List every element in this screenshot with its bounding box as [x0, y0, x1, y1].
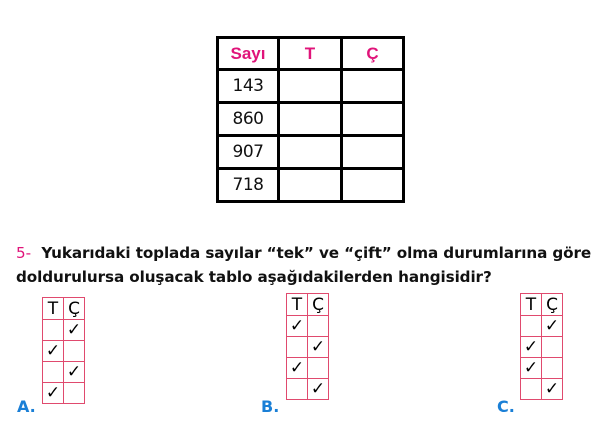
option-letter[interactable]: C. [497, 397, 515, 416]
option-header-c: Ç [542, 294, 563, 316]
header-sayi: Sayı [218, 38, 279, 70]
table-row [218, 169, 404, 202]
check-cell: ✓ [43, 341, 64, 362]
cift-cell [342, 70, 404, 103]
check-cell: ✓ [521, 337, 542, 358]
check-cell: ✓ [287, 316, 308, 337]
option-header-t: T [43, 298, 64, 320]
check-cell: ✓ [43, 383, 64, 404]
option-table [520, 293, 563, 400]
check-cell: ✓ [287, 358, 308, 379]
number-cell: 860 [218, 103, 279, 136]
check-cell: ✓ [64, 320, 85, 341]
cift-cell [342, 103, 404, 136]
number-cell: 143 [218, 70, 279, 103]
check-cell [521, 379, 542, 400]
option-table [286, 293, 329, 400]
check-cell [287, 379, 308, 400]
table-row [218, 70, 404, 103]
option-header-t: T [287, 294, 308, 316]
check-cell: ✓ [308, 337, 329, 358]
check-cell: ✓ [521, 358, 542, 379]
tek-cell [279, 70, 342, 103]
number-cell: 907 [218, 136, 279, 169]
number-cell: 718 [218, 169, 279, 202]
table-row [218, 103, 404, 136]
option-header-c: Ç [308, 294, 329, 316]
option-table [42, 297, 85, 404]
check-cell [43, 320, 64, 341]
check-cell: ✓ [542, 379, 563, 400]
check-cell: ✓ [64, 362, 85, 383]
question-line-1 [16, 241, 606, 265]
check-cell [64, 341, 85, 362]
option-header-c: Ç [64, 298, 85, 320]
question-line-2-text: doldurulursa oluşacak tablo aşağıdakilerden hangisidir? [16, 268, 492, 286]
question-text [16, 241, 606, 289]
number-parity-table [216, 36, 405, 203]
check-cell [287, 337, 308, 358]
tek-cell [279, 103, 342, 136]
check-cell: ✓ [542, 316, 563, 337]
check-cell [308, 358, 329, 379]
check-cell [64, 383, 85, 404]
table-header-row [218, 38, 404, 70]
header-cift: Ç [342, 38, 404, 70]
header-tek: T [279, 38, 342, 70]
table-row [218, 136, 404, 169]
check-cell [521, 316, 542, 337]
option-letter[interactable]: B. [261, 397, 280, 416]
check-cell [542, 337, 563, 358]
option-letter[interactable]: A. [17, 397, 36, 416]
option-header-t: T [521, 294, 542, 316]
check-cell [43, 362, 64, 383]
tek-cell [279, 169, 342, 202]
check-cell [542, 358, 563, 379]
cift-cell [342, 169, 404, 202]
question-line-1-text: Yukarıdaki toplada sayılar “tek” ve “çift” olma durumlarına göre [41, 244, 592, 262]
check-cell [308, 316, 329, 337]
tek-cell [279, 136, 342, 169]
cift-cell [342, 136, 404, 169]
question-number: 5- [16, 244, 31, 262]
check-cell: ✓ [308, 379, 329, 400]
